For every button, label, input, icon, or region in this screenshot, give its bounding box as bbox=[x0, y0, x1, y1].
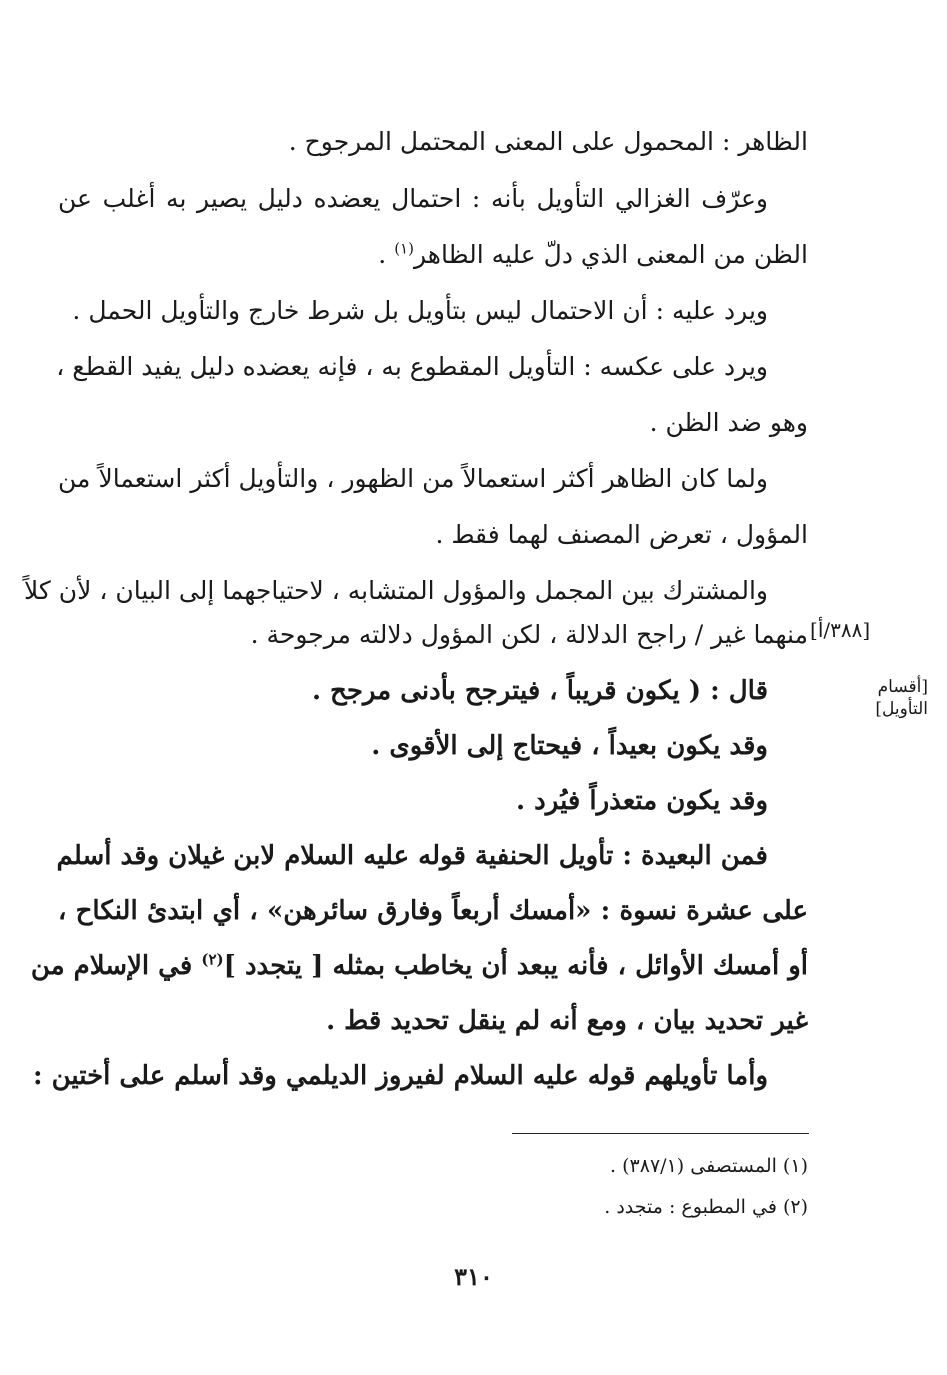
margin-note-line: التأويل] bbox=[875, 699, 928, 719]
commentary-line: وأما تأويلهم قوله عليه السلام لفيروز الديلمي وقد أسلم على أختين : bbox=[32, 1061, 768, 1091]
line-tail: في الإسلام من bbox=[30, 951, 202, 981]
line-text: أو أمسك الأوائل ، فأنه يبعد أن يخاطب بمثله [ يتجدد ] bbox=[223, 951, 808, 981]
footnote: (١) المستصفى (٣٨٧/١) . bbox=[610, 1155, 808, 1177]
commentary-line: على عشرة نسوة : «أمسك أربعاً وفارق سائرهن» ، أي ابتدئ النكاح ، bbox=[58, 896, 808, 926]
text-line: ويرد على عكسه : التأويل المقطوع به ، فإنه يعضده دليل يفيد القطع ، bbox=[56, 352, 768, 381]
text-line: الظاهر : المحمول على المعنى المحتمل المرجوح . bbox=[288, 127, 808, 156]
text-line: وهو ضد الظن . bbox=[649, 408, 808, 437]
text-line bbox=[58, 240, 808, 270]
page-number: ٣١٠ bbox=[454, 1262, 493, 1291]
text-line: وعرّف الغزالي التأويل بأنه : احتمال يعضده دليل يصير به أغلب عن bbox=[58, 184, 768, 213]
commentary-line: فمن البعيدة : تأويل الحنفية قوله عليه السلام لابن غيلان وقد أسلم bbox=[56, 841, 768, 871]
commentary-line bbox=[30, 950, 808, 981]
text-line: منهما غير / راجح الدلالة ، لكن المؤول دلالته مرجوحة . bbox=[250, 620, 808, 649]
quoted-line: وقد يكون متعذراً فيُرد . bbox=[516, 786, 768, 816]
margin-note bbox=[828, 676, 928, 720]
text-line: والمشترك بين المجمل والمؤول المتشابه ، لاحتياجهما إلى البيان ، لأن كلاً bbox=[24, 576, 768, 605]
folio-marker: [٣٨٨/أ] bbox=[810, 618, 871, 642]
line-tail: . bbox=[378, 240, 395, 269]
text-line: ويرد عليه : أن الاحتمال ليس بتأويل بل شرط خارج والتأويل الحمل . bbox=[72, 296, 768, 325]
footnote: (٢) في المطبوع : متجدد . bbox=[604, 1196, 808, 1218]
footnote-separator bbox=[512, 1133, 809, 1134]
text-line: المؤول ، تعرض المصنف لهما فقط . bbox=[435, 520, 808, 549]
text-line: ولما كان الظاهر أكثر استعمالاً من الظهور ، والتأويل أكثر استعمالاً من bbox=[58, 464, 768, 493]
quoted-line: قال : ( يكون قريباً ، فيترجح بأدنى مرجح . bbox=[311, 676, 768, 706]
footnote-reference: (١) bbox=[394, 239, 414, 258]
commentary-line: غير تحديد بيان ، ومع أنه لم ينقل تحديد قط . bbox=[326, 1006, 808, 1036]
margin-note-line: [أقسام bbox=[877, 677, 928, 697]
footnote-reference: (٢) bbox=[201, 950, 224, 969]
line-text: الظن من المعنى الذي دلّ عليه الظاهر bbox=[413, 240, 808, 269]
quoted-line: وقد يكون بعيداً ، فيحتاج إلى الأقوى . bbox=[371, 731, 768, 761]
